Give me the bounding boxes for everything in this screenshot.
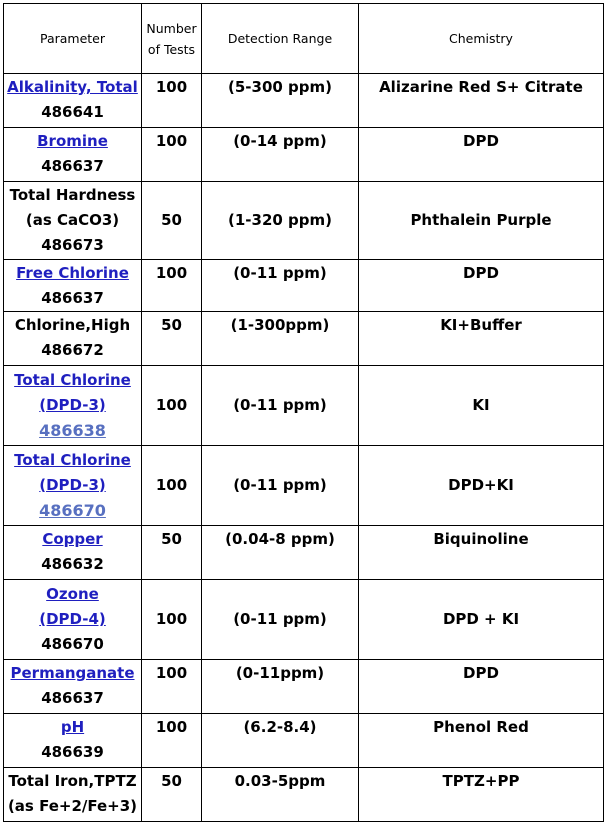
tests-cell: 50 [142,182,202,260]
parameter-link[interactable]: Permanganate [10,664,135,682]
product-code: 486672 [41,341,104,359]
range-cell: (0-11ppm) [202,660,359,714]
product-code: 486673 [41,236,104,254]
product-code-link[interactable]: 486670 [39,500,106,520]
parameter-cell [4,366,142,446]
range-cell: (0.04-8 ppm) [202,526,359,580]
parameter-cell [4,526,142,580]
header-chemistry: Chemistry [359,4,604,74]
tests-cell: 100 [142,128,202,182]
parameter-name-line1: Total Hardness [9,186,136,204]
chemistry-cell: KI [359,366,604,446]
header-row [4,4,604,74]
range-cell: (0-11 ppm) [202,446,359,526]
range-cell: (0-14 ppm) [202,128,359,182]
table-row [4,768,604,822]
parameter-cell [4,768,142,822]
product-code: 486670 [41,635,104,653]
product-code: 486639 [41,743,104,761]
tests-cell: 100 [142,366,202,446]
parameter-name-line2: (as Fe+2/Fe+3) [7,797,138,815]
product-code: 486641 [41,103,104,121]
parameter-link[interactable]: Bromine [37,132,108,150]
chemistry-cell: TPTZ+PP [359,768,604,822]
product-code-link[interactable]: 486638 [39,420,106,440]
parameter-cell [4,260,142,312]
tests-cell: 100 [142,446,202,526]
parameter-sub-link[interactable]: (DPD-3) [39,475,106,494]
table-row [4,366,604,446]
range-cell: (1-300ppm) [202,312,359,366]
parameter-link[interactable]: Alkalinity, Total [7,78,138,96]
tests-cell: 100 [142,260,202,312]
parameter-link[interactable]: Free Chlorine [16,264,129,282]
tests-cell: 50 [142,312,202,366]
parameter-cell [4,446,142,526]
chemistry-cell: KI+Buffer [359,312,604,366]
parameter-cell [4,312,142,366]
header-number-of-tests [142,4,202,74]
table-row [4,526,604,580]
parameter-name: Chlorine,High [14,316,131,334]
chemistry-cell: DPD [359,660,604,714]
chemistry-cell: Phthalein Purple [359,182,604,260]
chemistry-cell: Biquinoline [359,526,604,580]
range-cell: (0-11 ppm) [202,366,359,446]
product-code: 486637 [41,689,104,707]
parameter-cell [4,714,142,768]
table-row [4,74,604,128]
header-number-line1: Number [146,20,197,36]
parameter-cell [4,660,142,714]
tests-cell: 100 [142,74,202,128]
chemistry-cell: DPD+KI [359,446,604,526]
table-row [4,580,604,660]
product-code: 486637 [41,157,104,175]
parameter-cell [4,182,142,260]
parameter-link[interactable]: Total Chlorine [14,370,131,389]
parameter-link[interactable]: pH [60,718,85,736]
chemistry-cell: Alizarine Red S+ Citrate [359,74,604,128]
product-code: 486637 [41,289,104,307]
parameter-sub-link[interactable]: (DPD-3) [39,395,106,414]
parameter-link[interactable]: Copper [42,530,103,548]
chemistry-cell: DPD [359,128,604,182]
header-detection-range: Detection Range [202,4,359,74]
range-cell: (0-11 ppm) [202,580,359,660]
table-row [4,660,604,714]
parameter-name-line1: Total Iron,TPTZ [8,772,137,790]
chemistry-cell: Phenol Red [359,714,604,768]
tests-cell: 100 [142,714,202,768]
product-code: 486632 [41,555,104,573]
tests-cell: 50 [142,768,202,822]
parameter-link[interactable]: Total Chlorine [14,450,131,469]
tests-cell: 100 [142,580,202,660]
product-table [3,3,604,822]
table-row [4,182,604,260]
parameter-name-line2: (as CaCO3) [25,211,120,229]
parameter-sub-link[interactable]: (DPD-4) [39,610,106,628]
table-row [4,260,604,312]
range-cell: (0-11 ppm) [202,260,359,312]
tests-cell: 50 [142,526,202,580]
parameter-link[interactable]: Ozone [46,585,99,603]
range-cell: 0.03-5ppm [202,768,359,822]
table-row [4,128,604,182]
range-cell: (6.2-8.4) [202,714,359,768]
header-number-line2: of Tests [147,41,196,57]
table-row [4,446,604,526]
range-cell: (1-320 ppm) [202,182,359,260]
chemistry-cell: DPD [359,260,604,312]
parameter-cell [4,74,142,128]
header-parameter: Parameter [4,4,142,74]
parameter-cell [4,128,142,182]
tests-cell: 100 [142,660,202,714]
chemistry-cell: DPD + KI [359,580,604,660]
table-row [4,312,604,366]
range-cell: (5-300 ppm) [202,74,359,128]
table-row [4,714,604,768]
parameter-cell [4,580,142,660]
